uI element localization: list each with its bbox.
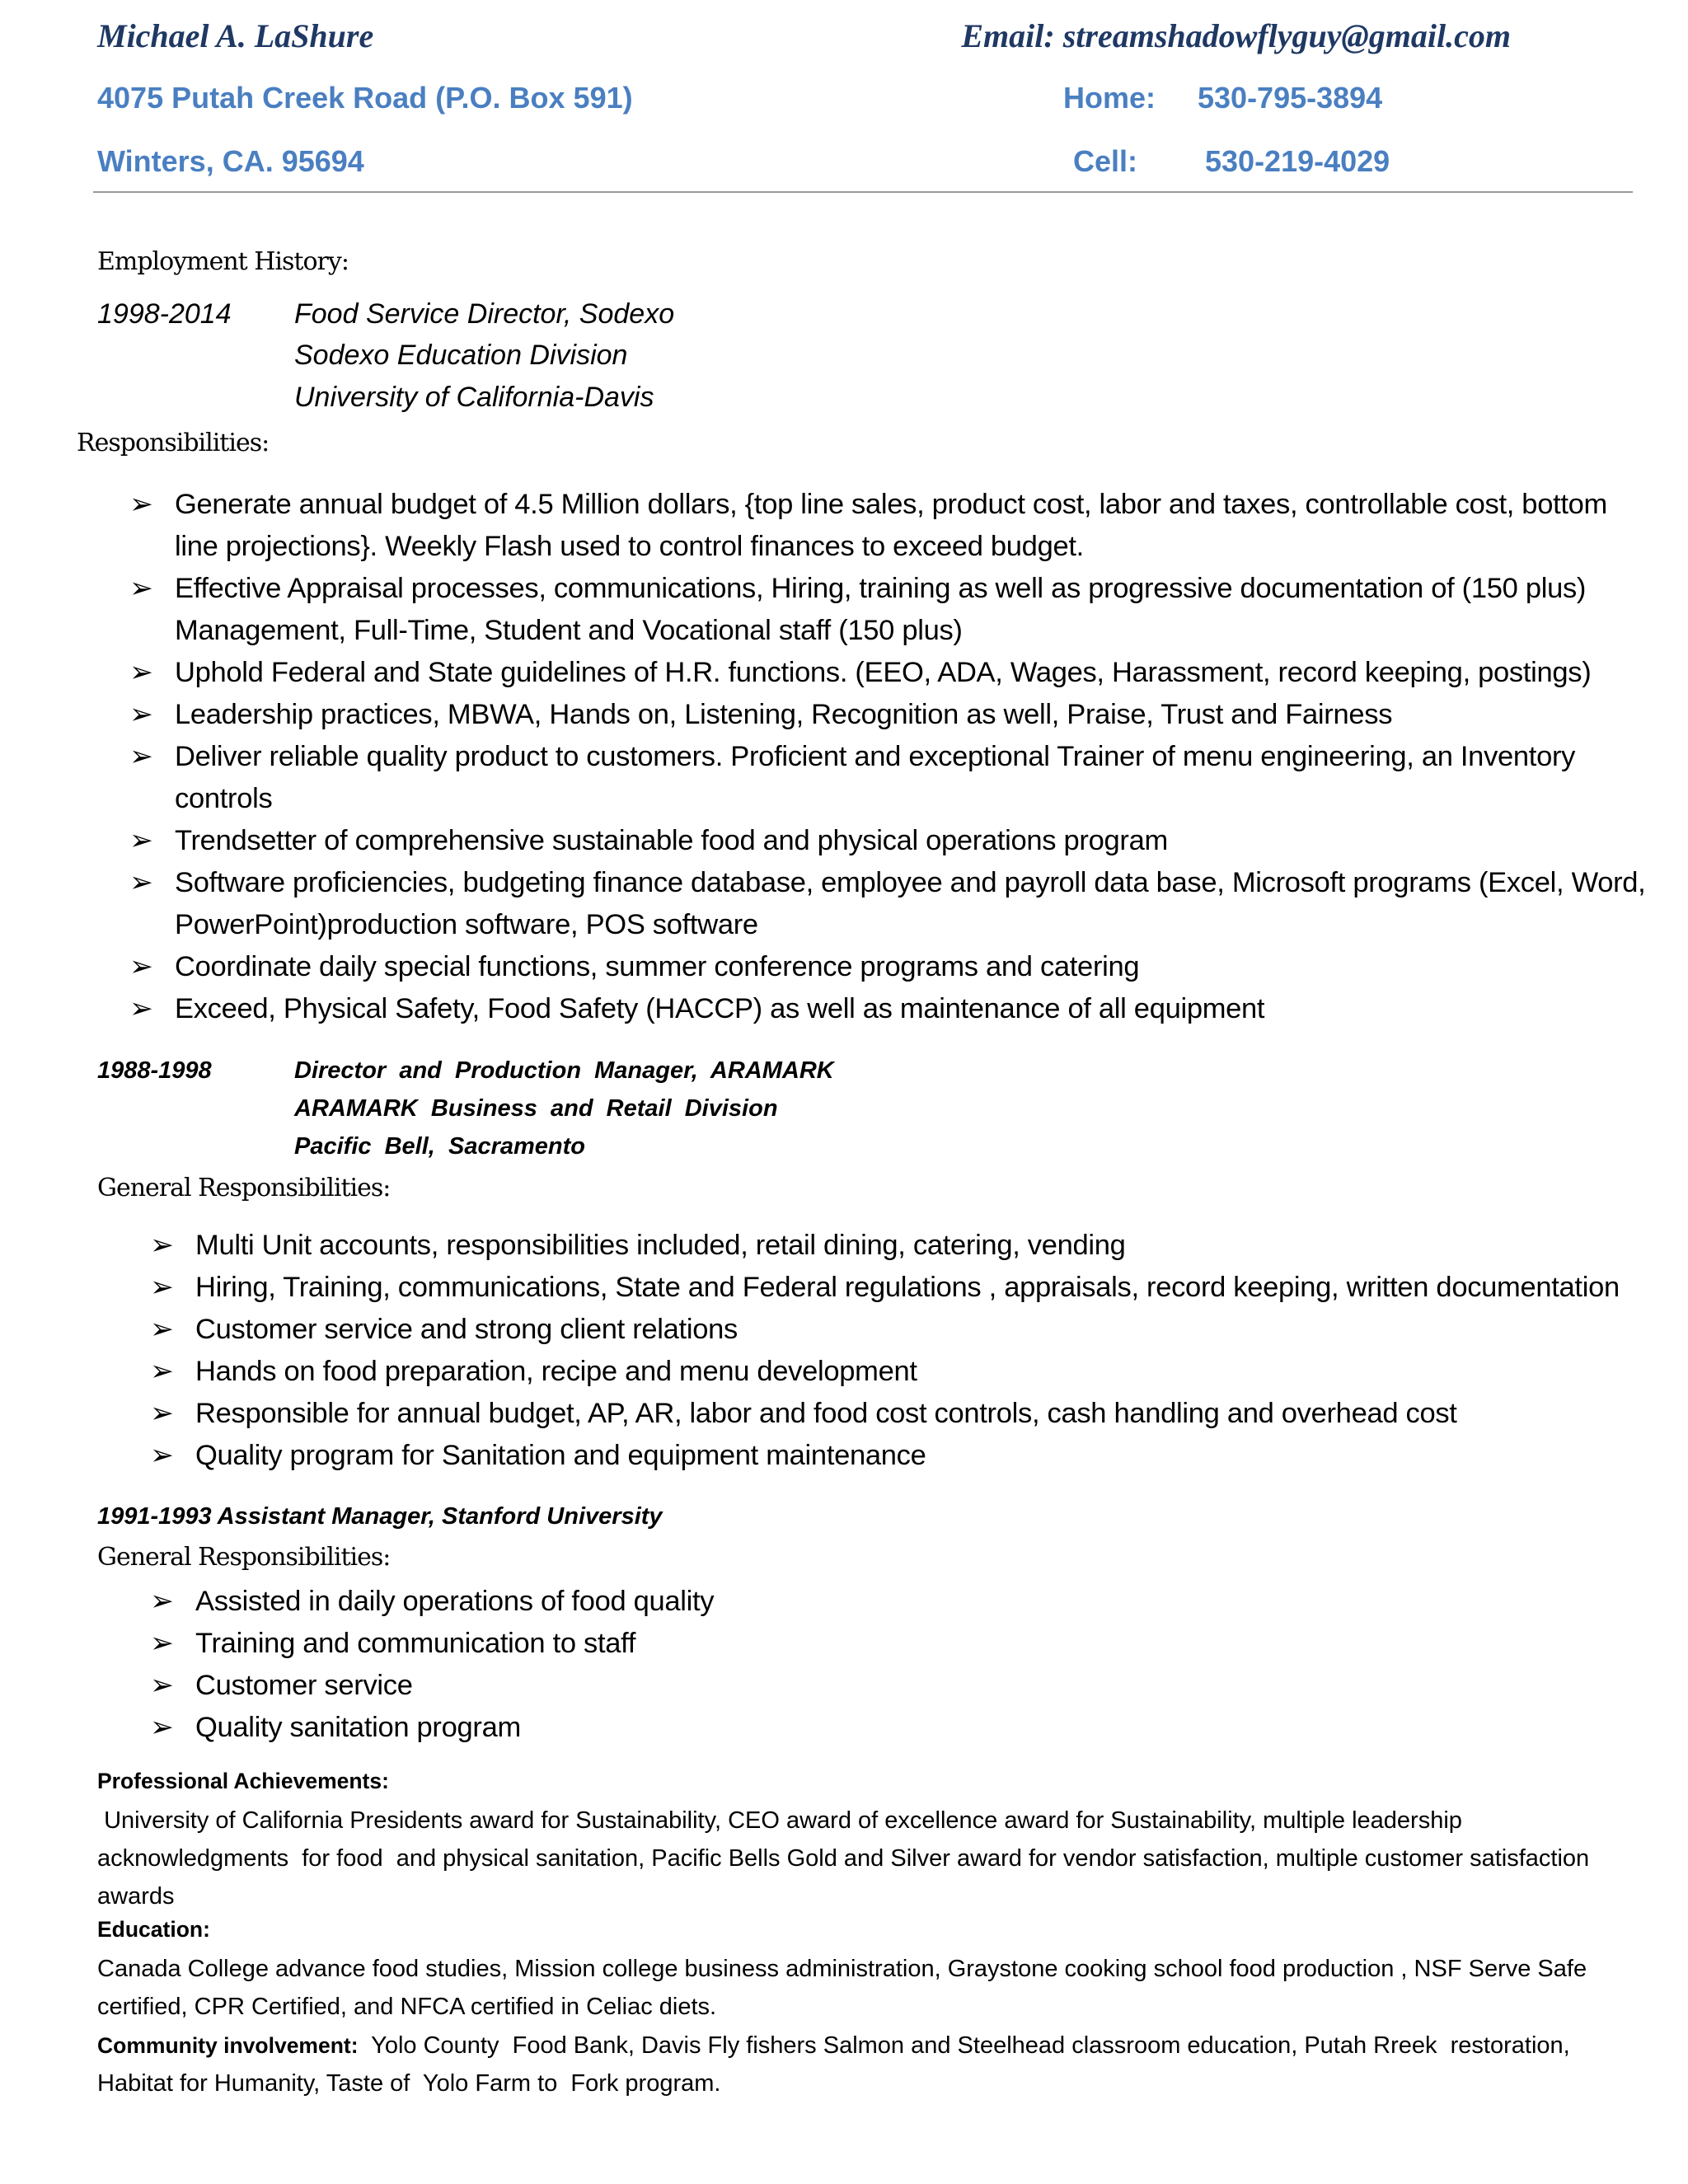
arrow-bullet-icon: ➢	[129, 825, 153, 856]
job1-division: Sodexo Education Division	[294, 340, 628, 371]
bullet-text: Quality program for Sanitation and equipment maintenance	[195, 1440, 926, 1471]
arrow-bullet-icon: ➢	[150, 1230, 174, 1261]
list-item	[129, 484, 1650, 568]
arrow-bullet-icon: ➢	[150, 1628, 174, 1659]
home-phone: 530-795-3894	[1198, 81, 1383, 115]
header-divider	[93, 191, 1633, 193]
job3-bullets	[150, 1581, 1654, 1749]
address-line1: 4075 Putah Creek Road (P.O. Box 591)	[97, 81, 633, 115]
arrow-bullet-icon: ➢	[129, 699, 153, 730]
bullet-text: Quality sanitation program	[195, 1712, 521, 1743]
list-item	[129, 946, 1650, 988]
community-text: Yolo County Food Bank, Davis Fly fishers Salmon and Steelhead classroom education, Putah Rreek restoration, Habitat for Humanity, Taste of Yolo Farm to Fork program.	[97, 2032, 1577, 2097]
education-text: Canada College advance food studies, Mission college business administration, Graystone cooking school food production , NSF Serve Safe certified, CPR Certified, and NFCA certified in Celiac diets.	[97, 1956, 1587, 2020]
bullet-text: Responsible for annual budget, AP, AR, labor and food cost controls, cash handling and overhead cost	[195, 1398, 1457, 1429]
community-heading: Community involvement:	[97, 2033, 359, 2058]
arrow-bullet-icon: ➢	[150, 1398, 174, 1429]
arrow-bullet-icon: ➢	[129, 867, 153, 898]
bullet-text: Hiring, Training, communications, State and Federal regulations , appraisals, record keeping, written documentation	[195, 1272, 1620, 1303]
arrow-bullet-icon: ➢	[150, 1586, 174, 1617]
bullet-text: Uphold Federal and State guidelines of H.R. functions. (EEO, ADA, Wages, Harassment, record keeping, postings)	[175, 657, 1592, 688]
list-item	[150, 1707, 1654, 1749]
list-item	[150, 1623, 1654, 1665]
arrow-bullet-icon: ➢	[129, 993, 153, 1024]
bullet-text: Customer service and strong client relations	[195, 1314, 738, 1345]
list-item	[129, 652, 1650, 694]
list-item	[150, 1581, 1654, 1623]
arrow-bullet-icon: ➢	[129, 741, 153, 772]
applicant-email[interactable]: Email: streamshadowflyguy@gmail.com	[961, 17, 1511, 54]
list-item	[129, 736, 1650, 820]
home-phone-label: Home:	[1063, 81, 1156, 115]
bullet-text: Exceed, Physical Safety, Food Safety (HACCP) as well as maintenance of all equipment	[175, 993, 1265, 1024]
job1-title: Food Service Director, Sodexo	[294, 298, 675, 330]
bullet-text: Customer service	[195, 1670, 413, 1701]
bullet-text: Assisted in daily operations of food quality	[195, 1586, 715, 1617]
education-heading: Education:	[97, 1917, 210, 1942]
applicant-name: Michael A. LaShure	[97, 17, 374, 54]
bullet-text: Effective Appraisal processes, communications, Hiring, training as well as progressive documentation of (150 plus) Management, Full-Time, Student and Vocational staff (150 plus)	[175, 573, 1587, 646]
list-item	[129, 862, 1650, 946]
job3-resp-heading: General Responsibilities:	[97, 1543, 391, 1572]
list-item	[150, 1393, 1654, 1435]
list-item	[129, 694, 1650, 736]
arrow-bullet-icon: ➢	[150, 1712, 174, 1743]
job2-title: Director and Production Manager, ARAMARK	[294, 1057, 834, 1084]
cell-phone-label: Cell:	[1073, 144, 1138, 178]
bullet-text: Training and communication to staff	[195, 1628, 636, 1659]
list-item	[129, 988, 1650, 1030]
bullet-text: Generate annual budget of 4.5 Million dollars, {top line sales, product cost, labor and taxes, controllable cost, bottom line projections}. Weekly Flash used to control finances to exceed budget.	[175, 489, 1607, 562]
list-item	[129, 568, 1650, 652]
arrow-bullet-icon: ➢	[150, 1314, 174, 1345]
job2-resp-heading: General Responsibilities:	[97, 1174, 391, 1202]
arrow-bullet-icon: ➢	[150, 1670, 174, 1701]
job2-years: 1988-1998	[97, 1057, 212, 1084]
job1-location: University of California-Davis	[294, 382, 654, 413]
cell-phone: 530-219-4029	[1205, 144, 1390, 178]
job2-bullets	[150, 1225, 1654, 1477]
job1-years: 1998-2014	[97, 298, 232, 330]
address-line2: Winters, CA. 95694	[97, 144, 364, 178]
arrow-bullet-icon: ➢	[150, 1272, 174, 1303]
achievements-text: University of California Presidents award for Sustainability, CEO award of excellence award for Sustainability, multiple leadership acknowledgments for food and physical sanitation, Pacific Bells Gold and Silver award for vendor satisfaction, multiple customer satisfaction awards	[97, 1807, 1597, 1910]
employment-heading: Employment History:	[97, 247, 349, 276]
community-block	[97, 2027, 1647, 2102]
list-item	[150, 1225, 1654, 1267]
job3-line: 1991-1993 Assistant Manager, Stanford University	[97, 1503, 663, 1530]
list-item	[150, 1351, 1654, 1393]
bullet-text: Software proficiencies, budgeting finance database, employee and payroll data base, Microsoft programs (Excel, Word, PowerPoint)production software, POS software	[175, 867, 1646, 940]
list-item	[150, 1309, 1654, 1351]
bullet-text: Coordinate daily special functions, summer conference programs and catering	[175, 951, 1140, 982]
arrow-bullet-icon: ➢	[150, 1440, 174, 1471]
arrow-bullet-icon: ➢	[129, 573, 153, 604]
bullet-text: Leadership practices, MBWA, Hands on, Listening, Recognition as well, Praise, Trust and Fairness	[175, 699, 1393, 730]
job2-location: Pacific Bell, Sacramento	[294, 1133, 585, 1160]
list-item	[150, 1267, 1654, 1309]
job1-resp-heading: Responsibilities:	[77, 429, 270, 457]
bullet-text: Deliver reliable quality product to customers. Proficient and exceptional Trainer of menu engineering, an Inventory controls	[175, 741, 1576, 814]
bullet-text: Multi Unit accounts, responsibilities included, retail dining, catering, vending	[195, 1230, 1126, 1261]
bullet-text: Hands on food preparation, recipe and menu development	[195, 1356, 917, 1387]
list-item	[150, 1665, 1654, 1707]
achievements-heading: Professional Achievements:	[97, 1769, 389, 1793]
job2-division: ARAMARK Business and Retail Division	[294, 1095, 778, 1122]
arrow-bullet-icon: ➢	[150, 1356, 174, 1387]
arrow-bullet-icon: ➢	[129, 489, 153, 520]
bullet-text: Trendsetter of comprehensive sustainable food and physical operations program	[175, 825, 1168, 856]
list-item	[150, 1435, 1654, 1477]
list-item	[129, 820, 1650, 862]
job1-bullets	[129, 484, 1650, 1030]
arrow-bullet-icon: ➢	[129, 657, 153, 688]
arrow-bullet-icon: ➢	[129, 951, 153, 982]
